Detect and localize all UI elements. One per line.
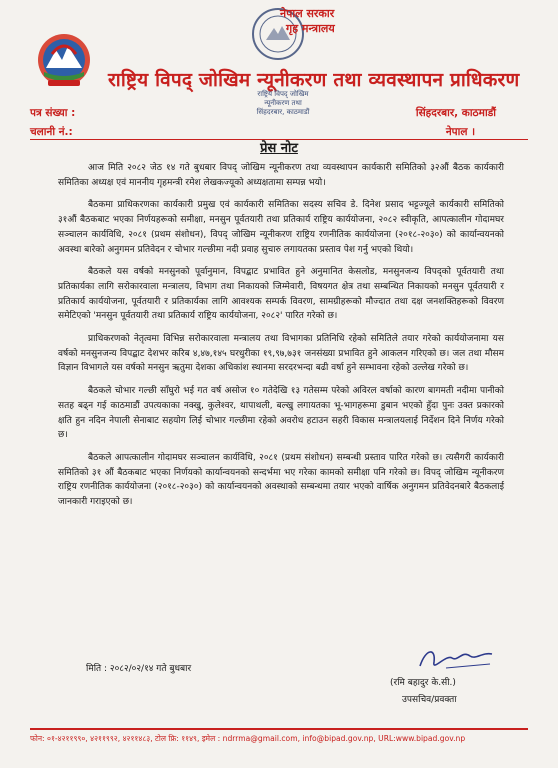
signatory-block	[390, 675, 457, 709]
nepal-emblem-icon	[34, 30, 94, 92]
signature-icon	[416, 644, 496, 674]
address-block	[416, 104, 496, 142]
gov-line-2: गृह मन्त्रालय	[286, 22, 335, 35]
paragraph-4: प्राधिकरणको नेतृत्वमा विभिन्न सरोकारवाला मन्त्रालय तथा विभागका प्रतिनिधि रहेको समितिले तयार गरेको कार्ययोजनामा यस वर्षको मनसुनजन्य विपद्बाट देशभर करिब ४,४७,१४५ घरधुरीका १९,९७,७३१ जनसंख्या प्रभावित हुने आकलन गरिएको छ। जल तथा मौसम विज्ञान विभागले यस वर्षको मनसुन ऋतुमा देशका अधिकांश स्थानमा सरदरभन्दा बढी वर्षा हुने सम्भावना रहेको उल्लेख गरेको छ।	[58, 334, 504, 374]
footer-contact: फोन: ०१-४२११९९०, ४२११९९२, ४२११४८३, टोल फ्रि: ११४९, इमेल : ndrrma@gmail.com, info@bipad.gov.np, URL:www.bipad.gov.np	[30, 734, 466, 743]
footer-divider	[30, 728, 528, 730]
seal-text-2: सिंहदरबार, काठमाडौं	[256, 108, 310, 116]
seal-text-1: राष्ट्रिय विपद् जोखिम न्यूनीकरण तथा	[257, 90, 309, 107]
press-note-body	[58, 161, 504, 518]
paragraph-2: बैठकमा प्राधिकरणका कार्यकारी प्रमुख एवं कार्यकारी समितिका सदस्य सचिव डे. दिनेश प्रसाद भट्टज्यूले कार्यकारी समितिको ३१औं बैठकबाट भएका निर्णयहरूको समीक्षा, मनसुन पूर्वतयारी तथा प्रतिकार्य राष्ट्रिय कार्ययोजना, २०८२ स्वीकृति, आपत्कालीन गोदामघर सञ्चालन कार्यविधि, २०८१ (प्रथम संशोधन), विपद् जोखिम न्यूनीकरण राष्ट्रिय रणनीतिक कार्ययोजना (२०१८-२०३०) को कार्यान्वयनको अवस्था बारेको अनुगमन प्रतिवेदन र चोभार गल्छीमा नदी प्रवाह सुचारु लगायतका प्रस्ताव पेश गर्नु भएको थियो।	[58, 200, 504, 255]
chalani-label: चलानी नं.:	[30, 126, 73, 138]
document-title: प्रेस नोट	[260, 141, 298, 156]
reference-block	[30, 104, 75, 142]
paragraph-3: बैठकले यस वर्षको मनसुनको पूर्वानुमान, विपद्बाट प्रभावित हुने अनुमानित केसलोड, मनसुनजन्य विपद्को पूर्वतयारी तथा प्रतिकार्यका लागि सरोकारवाला मन्त्रालय, विभाग तथा निकायको जिम्मेवारी, विषयगत क्षेत्र तथा सम्बन्धित निकायको मनसुन पूर्वतयारी र प्रतिकार्य कार्ययोजना, पूर्वतयारी र प्रतिकार्यका लागि आवश्यक सम्पर्क विवरण, सामग्रीहरूको मौज्दात तथा दक्ष जनशक्तिहरूको विवरण समेटिएको 'मनसुन पूर्वतयारी तथा प्रतिकार्य राष्ट्रिय कार्ययोजना, २०८२' पारित गरेको छ।	[58, 267, 504, 322]
government-header	[280, 6, 335, 36]
paragraph-6: बैठकले आपत्कालीन गोदामघर सञ्चालन कार्यविधि, २०८१ (प्रथम संशोधन) सम्बन्धी प्रस्ताव पारित गरेको छ। त्यसैगरी कार्यकारी समितिको ३१ औं बैठकबाट भएका निर्णयको कार्यान्वयनको सन्दर्भमा भए गरेका कामको समीक्षा पनि गरेको छ। विपद् जोखिम न्यूनीकरण राष्ट्रिय रणनीतिक कार्ययोजना (२०१८-२०३०) को कार्यान्वयनको अवस्थाको सम्बन्धमा तयार भएको वार्षिक अनुगमन प्रतिवेदनबारे बैठकलाई जानकारी गराइएको छ।	[58, 452, 504, 508]
paragraph-1: आज मिति २०८२ जेठ १४ गते बुधबार विपद् जोखिम न्यूनीकरण तथा व्यवस्थापन कार्यकारी समितिको ३२औं बैठक कार्यकारी समितिका अध्यक्ष एवं माननीय गृहमन्त्री रमेश लेखकज्यूको अध्यक्षतामा सम्पन्न भयो।	[58, 163, 504, 188]
signatory-name: (रमि बहादुर के.सी.)	[390, 678, 456, 688]
gov-line-1: नेपाल सरकार	[280, 7, 335, 20]
paragraph-5: बैठकले चोभार गल्छी साँघुरो भई गत वर्ष असोज १० गतेदेखि १३ गतेसम्म परेको अविरल वर्षाको कारण बागमती नदीमा पानीको सतह बढ्न गई काठमाडौं उपत्यकाका नक्खु, कुलेश्वर, थापाथली, बल्खु लगायतका भू-भागहरूमा डुबान भएको हुँदा पुनः उक्त प्रकारको क्षति हुन नदिन नेपाली सेनाबाट सहयोग लिई चोभार गल्छीमा रहेको अवरोध हटाउन सहरी विकास मन्त्रालयलाई निर्देशन दिने निर्णय गरेको छ।	[58, 386, 504, 441]
signatory-designation: उपसचिव/प्रवक्ता	[402, 695, 457, 705]
organization-name: राष्ट्रिय विपद् जोखिम न्यूनीकरण तथा व्यवस्थापन प्राधिकरण	[108, 69, 520, 91]
seal-text	[248, 90, 318, 117]
date-line: मिति : २०८२/०२/१४ गते बुधबार	[86, 664, 192, 674]
country-text: नेपाल ।	[445, 126, 476, 138]
patra-sankhya-label: पत्र संख्या :	[30, 107, 76, 119]
address-text: सिंहदरबार, काठमाडौं	[415, 107, 496, 119]
